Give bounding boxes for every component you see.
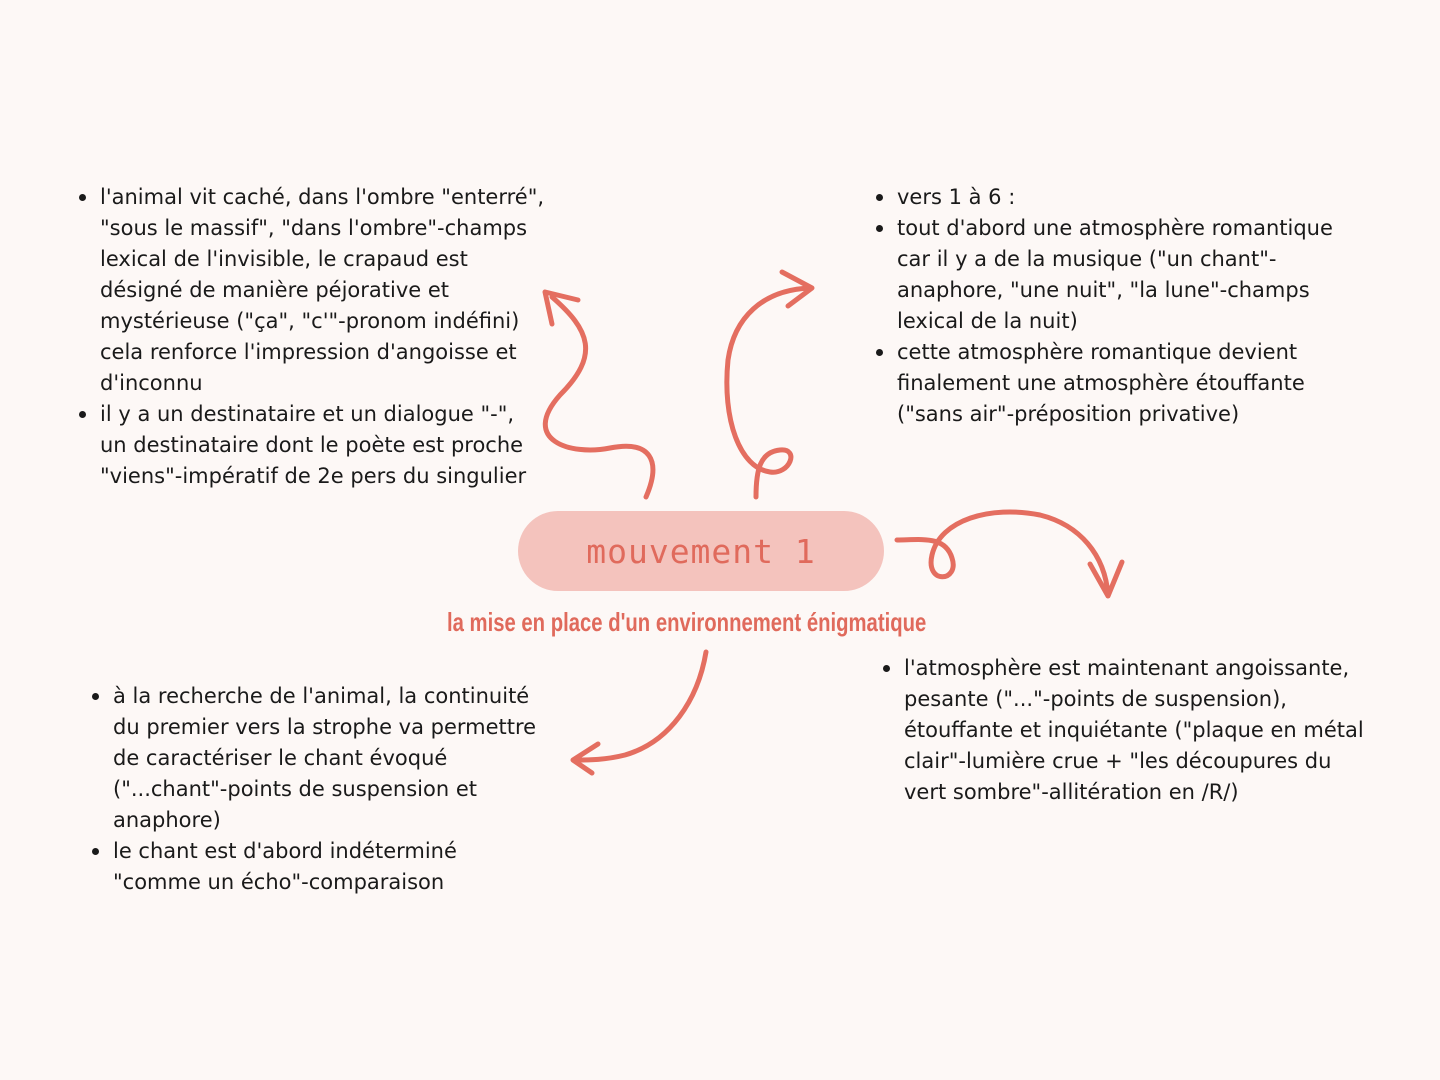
notes-top-right bbox=[873, 182, 1353, 430]
list-item: à la recherche de l'animal, la continuité du premier vers la strophe va permettre de caractériser le chant évoqué ("...chant"-points de suspension et anaphore) bbox=[89, 681, 539, 836]
bullet-list bbox=[873, 182, 1353, 430]
list-item: l'animal vit caché, dans l'ombre "enterré", "sous le massif", "dans l'ombre"-champs lexical de l'invisible, le crapaud est désigné de manière péjorative et mystérieuse ("ça", "c'"-pronom indéfini) cela renforce l'impression d'angoisse et d'inconnu bbox=[76, 182, 546, 399]
list-item: le chant est d'abord indéterminé "comme un écho"-comparaison bbox=[89, 836, 539, 898]
bullet-list bbox=[880, 653, 1370, 808]
central-title: mouvement 1 bbox=[586, 531, 816, 571]
bullet-list bbox=[76, 182, 546, 492]
arrow-to-top-left bbox=[545, 292, 653, 497]
central-node bbox=[518, 511, 884, 591]
arrow-to-top-right bbox=[727, 272, 812, 497]
list-item: tout d'abord une atmosphère romantique car il y a de la musique ("un chant"-anaphore, "une nuit", "la lune"-champs lexical de la nuit) bbox=[873, 213, 1353, 337]
list-item: l'atmosphère est maintenant angoissante, pesante ("..."-points de suspension), étouffante et inquiétante ("plaque en métal clair"-lumière crue + "les découpures du vert sombre"-allitération en /R/) bbox=[880, 653, 1370, 808]
list-item: il y a un destinataire et un dialogue "-", un destinataire dont le poète est proche "viens"-impératif de 2e pers du singulier bbox=[76, 399, 546, 492]
list-item: vers 1 à 6 : bbox=[873, 182, 1353, 213]
notes-bottom-left bbox=[89, 681, 539, 898]
arrow-to-bottom-right bbox=[897, 512, 1122, 596]
notes-bottom-right bbox=[880, 653, 1370, 808]
central-subtitle: la mise en place d'un environnement énigmatique bbox=[447, 607, 927, 637]
list-item: cette atmosphère romantique devient finalement une atmosphère étouffante ("sans air"-préposition privative) bbox=[873, 337, 1353, 430]
notes-top-left bbox=[76, 182, 546, 492]
arrow-to-bottom-left bbox=[573, 652, 706, 773]
bullet-list bbox=[89, 681, 539, 898]
